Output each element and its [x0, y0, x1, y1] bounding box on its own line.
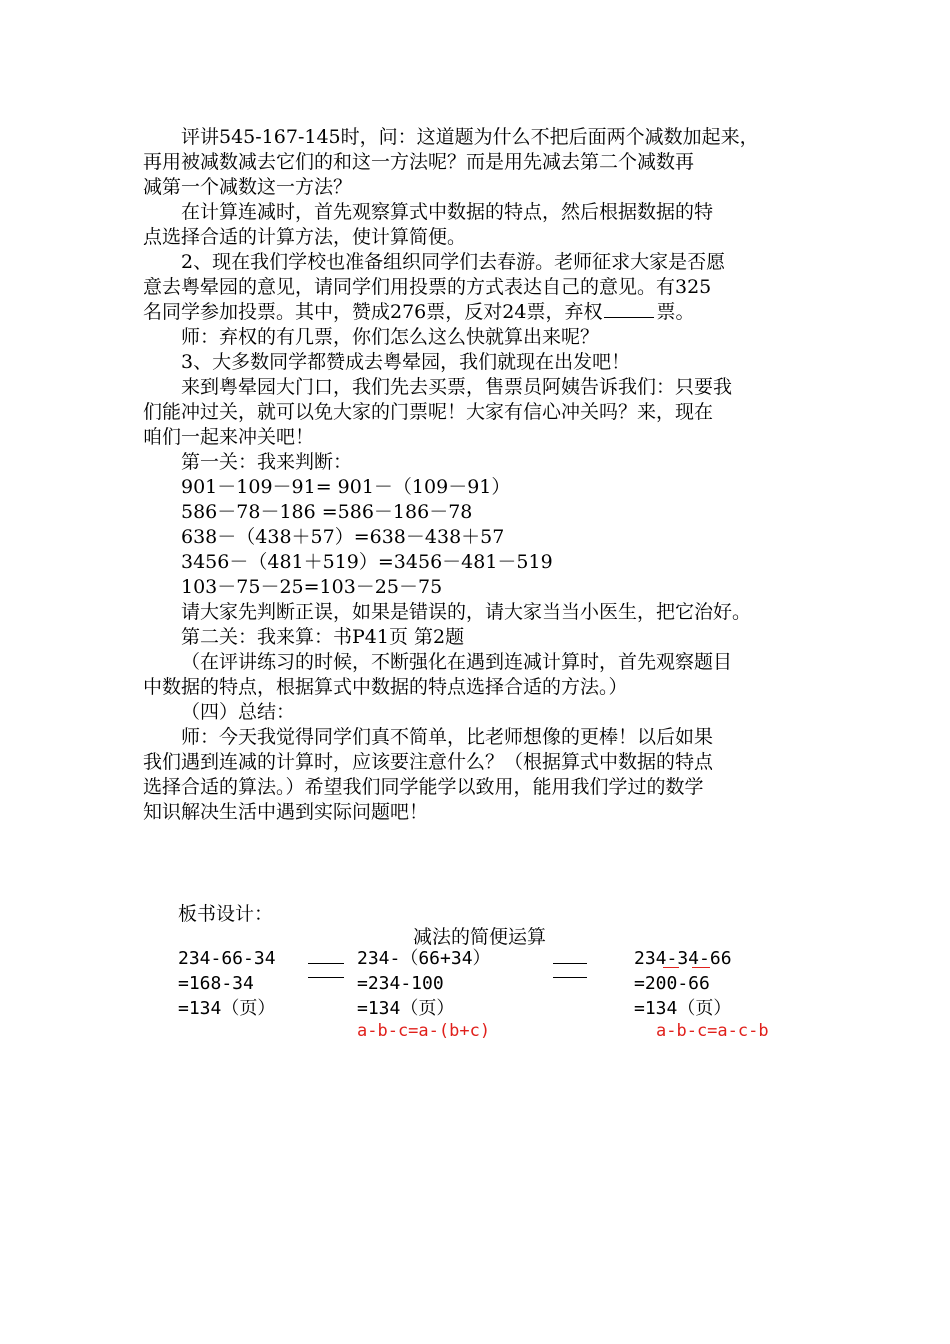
paragraph-line — [143, 625, 823, 650]
paragraph-text: 103－75－25=103－25－75 — [181, 576, 443, 598]
formula-left: a-b-c=a-(b+c) — [357, 1021, 491, 1041]
board-line: =134（页） — [634, 998, 732, 1019]
compare-line-upper — [308, 963, 344, 964]
highlight-underline — [692, 967, 710, 968]
compare-line-lower — [308, 977, 344, 978]
paragraph-text: 意去粤晕园的意见，请同学们用投票的方式表达自己的意见。有325 — [143, 276, 712, 298]
paragraph-line — [143, 650, 823, 675]
paragraph-text: 638－（438＋57）=638－438＋57 — [181, 526, 505, 548]
paragraph-text: 们能冲过关，就可以免大家的门票呢！大家有信心冲关吗？来，现在 — [143, 401, 714, 423]
paragraph-line — [143, 175, 823, 200]
paragraph-text: 3、大多数同学都赞成去粤晕园，我们就现在出发吧！ — [181, 351, 631, 373]
paragraph-line — [143, 500, 823, 525]
paragraph-text: 586－78－186 =586－186－78 — [181, 501, 473, 523]
paragraph-text: 选择合适的算法。）希望我们同学能学以致用，能用我们学过的数学 — [143, 776, 704, 798]
paragraph-line — [143, 700, 823, 725]
paragraph-line — [143, 400, 823, 425]
board-design-label: 板书设计： — [178, 903, 274, 925]
board-line: 234-66-34 — [178, 948, 276, 969]
compare-line-upper — [553, 963, 587, 964]
board-column-2 — [357, 946, 491, 1021]
lesson-body — [143, 125, 823, 825]
paragraph-text: （四）总结： — [181, 701, 296, 723]
formula-right: a-b-c=a-c-b — [656, 1021, 769, 1041]
paragraph-suffix: 票。 — [656, 301, 695, 323]
board-column-3 — [634, 946, 732, 1021]
paragraph-text: 901－109－91= 901－（109－91） — [181, 476, 511, 498]
paragraph-text: 点选择合适的计算方法，使计算简便。 — [143, 226, 467, 248]
board-line: 234-34-66 — [634, 948, 732, 969]
paragraph-line — [143, 725, 823, 750]
paragraph-line — [143, 525, 823, 550]
compare-line-lower — [553, 977, 587, 978]
paragraph-text: 师：今天我觉得同学们真不简单，比老师想像的更棒！以后如果 — [181, 726, 714, 748]
paragraph-line — [143, 350, 823, 375]
paragraph-line — [143, 550, 823, 575]
paragraph-text: 在计算连减时，首先观察算式中数据的特点，然后根据数据的特 — [181, 201, 714, 223]
paragraph-line — [143, 200, 823, 225]
paragraph-line — [143, 225, 823, 250]
paragraph-line — [143, 275, 823, 300]
paragraph-text: 评讲545-167-145时，问：这道题为什么不把后面两个减数加起来， — [181, 126, 759, 148]
paragraph-text: 咱们一起来冲关吧！ — [143, 426, 315, 448]
paragraph-text: （在评讲练习的时候，不断强化在遇到连减计算时，首先观察题目 — [181, 651, 733, 673]
paragraph-text: 师：弃权的有几票，你们怎么这么快就算出来呢？ — [181, 326, 600, 348]
paragraph-text: 名同学参加投票。其中，赞成276票，反对24票，弃权 — [143, 301, 603, 323]
paragraph-line — [143, 125, 823, 150]
paragraph-line — [143, 750, 823, 775]
paragraph-text: 我们遇到连减的计算时，应该要注意什么？（根据算式中数据的特点 — [143, 751, 714, 773]
paragraph-line — [143, 575, 823, 600]
paragraph-line — [143, 250, 823, 275]
board-line: =200-66 — [634, 973, 710, 994]
paragraph-line — [143, 425, 823, 450]
paragraph-text: 2、现在我们学校也准备组织同学们去春游。老师征求大家是否愿 — [181, 251, 726, 273]
board-line: =134（页） — [178, 998, 276, 1019]
board-column-1 — [178, 946, 276, 1021]
paragraph-line — [143, 675, 823, 700]
paragraph-text: 请大家先判断正误，如果是错误的，请大家当当小医生，把它治好。 — [181, 601, 752, 623]
paragraph-text: 来到粤晕园大门口，我们先去买票，售票员阿姨告诉我们：只要我 — [181, 376, 733, 398]
paragraph-text: 3456－（481＋519）=3456－481－519 — [181, 551, 553, 573]
board-line: 234-（66+34） — [357, 948, 491, 969]
paragraph-line — [143, 475, 823, 500]
paragraph-text: 再用被减数减去它们的和这一方法呢？而是用先减去第二个减数再 — [143, 151, 695, 173]
paragraph-text: 中数据的特点，根据算式中数据的特点选择合适的方法。） — [143, 676, 628, 698]
paragraph-line — [143, 600, 823, 625]
paragraph-text: 减第一个减数这一方法？ — [143, 176, 353, 198]
paragraph-line — [143, 800, 823, 825]
paragraph-line — [143, 300, 823, 325]
highlight-underline — [663, 967, 679, 968]
board-line: =168-34 — [178, 973, 254, 994]
paragraph-text: 第二关：我来算：书P41页 第2题 — [181, 626, 465, 648]
board-line: =134（页） — [357, 998, 455, 1019]
paragraph-line — [143, 775, 823, 800]
paragraph-line — [143, 450, 823, 475]
board-line: =234-100 — [357, 973, 444, 994]
paragraph-line — [143, 325, 823, 350]
board-title: 减法的简便运算 — [413, 926, 547, 948]
answer-blank — [604, 301, 654, 318]
paragraph-line — [143, 150, 823, 175]
paragraph-text: 第一关：我来判断： — [181, 451, 353, 473]
paragraph-text: 知识解决生活中遇到实际问题吧！ — [143, 801, 429, 823]
paragraph-line — [143, 375, 823, 400]
